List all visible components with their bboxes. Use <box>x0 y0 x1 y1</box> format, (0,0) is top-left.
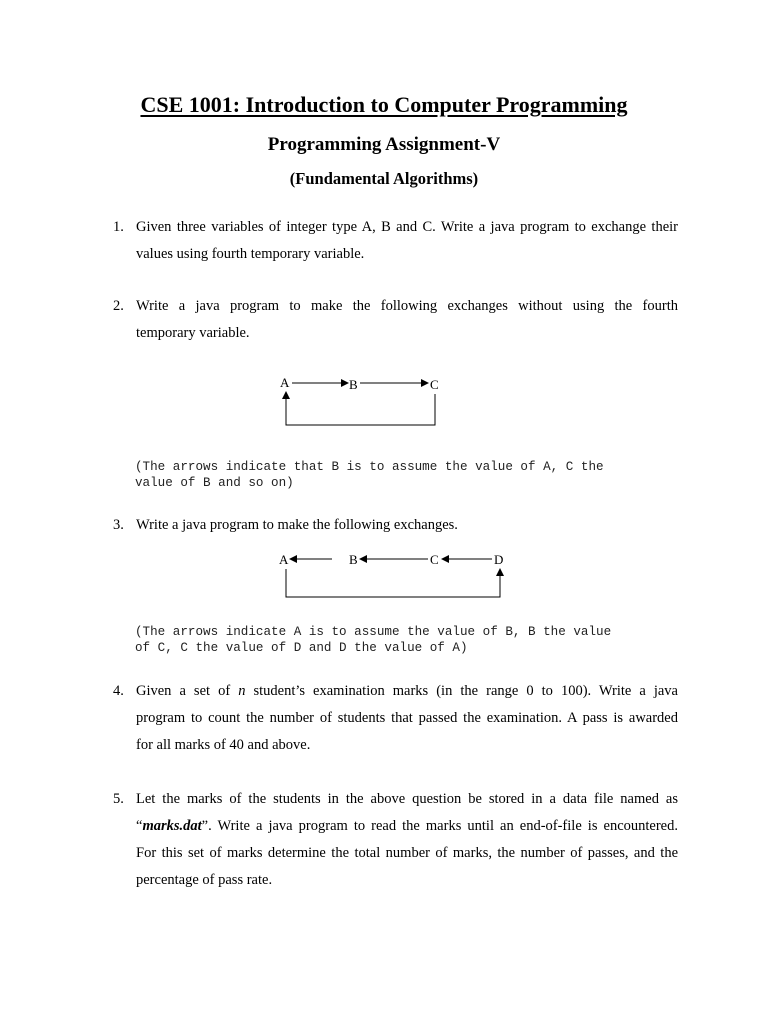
question-4 <box>113 678 678 759</box>
loop-c-to-a <box>286 392 435 425</box>
exchange-diagram-abc <box>270 370 450 430</box>
question-number: 3. <box>113 517 124 533</box>
question-line: values using fourth temporary variable. <box>136 246 365 262</box>
document-title: CSE 1001: Introduction to Computer Programming <box>140 92 628 117</box>
question-line: temporary variable. <box>136 325 250 341</box>
question-number: 2. <box>113 298 124 314</box>
loop-a-to-d <box>286 569 500 597</box>
question-2 <box>113 293 678 347</box>
diagram-label-b: B <box>349 377 358 392</box>
question-number: 1. <box>113 219 124 235</box>
note-line: (The arrows indicate that B is to assume the value of A, C the <box>135 460 604 474</box>
question-3 <box>113 512 678 539</box>
question-1 <box>113 214 678 268</box>
question-line: Given three variables of integer type A, B and C. Write a java program to exchange their <box>136 219 678 235</box>
question-line: program to count the number of students that passed the examination. A pass is awarded <box>136 710 678 726</box>
question-line: for all marks of 40 and above. <box>136 737 311 753</box>
question-line <box>136 813 678 840</box>
diagram-label-b: B <box>349 552 358 567</box>
question-number: 4. <box>113 683 124 699</box>
line-continuation: ”. Write a java program to read the marks until an end-of-file is encountered. <box>201 818 678 834</box>
question-line: Write a java program to make the following exchanges without using the fourth <box>136 298 678 314</box>
data-filename: marks.dat <box>142 818 202 834</box>
diagram-label-a: A <box>280 375 290 390</box>
question-line: Given a set of n student’s examination marks (in the range 0 to 100). Write a java <box>136 683 678 699</box>
diagram-label-c: C <box>430 377 439 392</box>
diagram-label-c: C <box>430 552 439 567</box>
note-line: value of B and so on) <box>135 476 294 490</box>
question-line: Write a java program to make the following exchanges. <box>136 517 458 533</box>
variable-n: n <box>238 683 246 699</box>
question-line: Let the marks of the students in the above question be stored in a data file named as <box>136 791 678 807</box>
question-text <box>136 214 678 268</box>
question-line: For this set of marks determine the total number of marks, the number of passes, and the <box>136 845 678 861</box>
question-text <box>136 293 678 347</box>
question-text <box>136 512 678 539</box>
note-line: of C, C the value of D and D the value of A) <box>135 641 468 655</box>
note-line: (The arrows indicate A is to assume the value of B, B the value <box>135 625 612 639</box>
diagram-label-a: A <box>279 552 289 567</box>
assignment-topic: (Fundamental Algorithms) <box>289 169 479 188</box>
diagram-note-1 <box>135 459 604 491</box>
question-5 <box>113 786 678 894</box>
question-text <box>136 678 678 759</box>
diagram-label-d: D <box>494 552 504 567</box>
question-line: percentage of pass rate. <box>136 872 273 888</box>
open-quote: “ <box>136 818 143 834</box>
question-text <box>136 786 678 894</box>
exchange-diagram-abcd <box>270 545 515 605</box>
question-number: 5. <box>113 791 124 807</box>
assignment-title: Programming Assignment-V <box>267 134 501 155</box>
diagram-note-2 <box>135 624 611 656</box>
